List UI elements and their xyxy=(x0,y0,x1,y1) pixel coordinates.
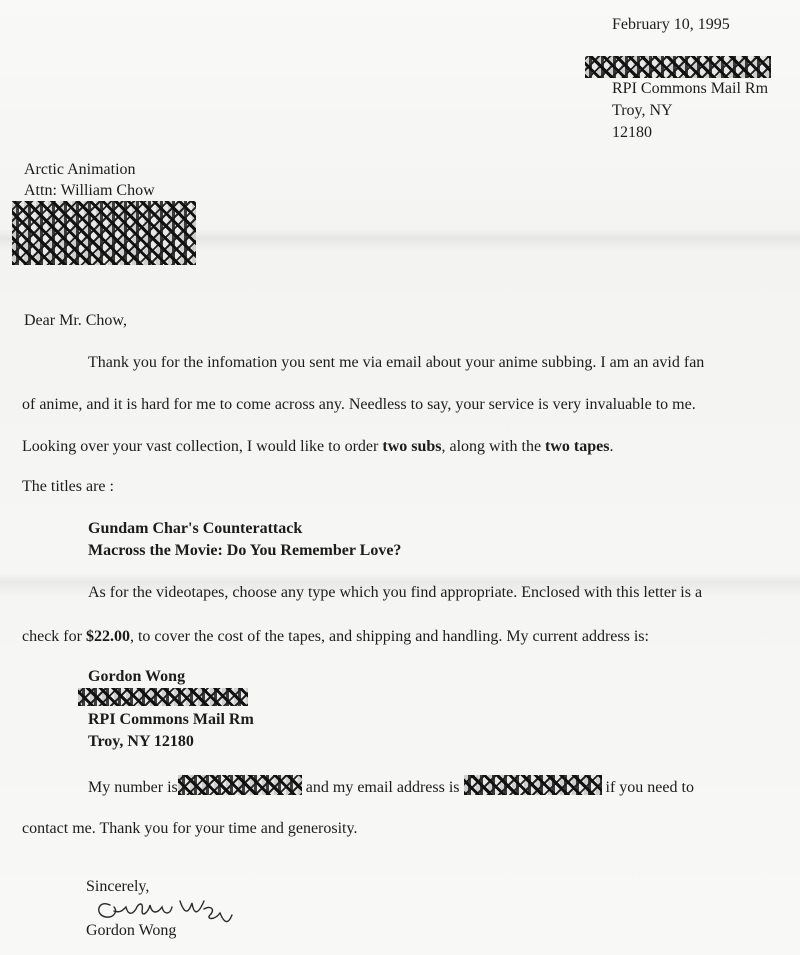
title-2: Macross the Movie: Do You Remember Love? xyxy=(88,542,402,559)
redacted-recipient-address xyxy=(12,201,196,265)
sender-address-line1: RPI Commons Mail Rm xyxy=(612,80,769,97)
address-name: Gordon Wong xyxy=(88,668,186,685)
redacted-address-line xyxy=(78,688,248,706)
letter-date: February 10, 1995 xyxy=(612,16,730,33)
paragraph1-line1: Thank you for the infomation you sent me via email about your anime subbing. I am an avid fan xyxy=(88,354,705,371)
recipient-company: Arctic Animation xyxy=(24,161,136,178)
salutation: Dear Mr. Chow, xyxy=(24,312,127,329)
redacted-email-address xyxy=(464,775,602,795)
bold-two-tapes: two tapes xyxy=(545,438,610,455)
bold-two-subs: two subs xyxy=(382,438,442,455)
sender-address-line2: Troy, NY xyxy=(612,102,673,119)
redacted-phone-number xyxy=(178,775,302,795)
sender-address-line3: 12180 xyxy=(612,124,652,141)
redacted-sender-name xyxy=(585,56,771,78)
address-line3: Troy, NY 12180 xyxy=(88,733,194,750)
closing: Sincerely, xyxy=(86,878,150,895)
title-1: Gundam Char's Counterattack xyxy=(88,520,303,537)
recipient-attn: Attn: William Chow xyxy=(24,182,155,199)
paragraph3-line2: contact me. Thank you for your time and generosity. xyxy=(22,820,358,837)
paragraph1-line2: of anime, and it is hard for me to come across any. Needless to say, your service is very invaluable to me. xyxy=(22,396,696,413)
address-line2: RPI Commons Mail Rm xyxy=(88,711,254,728)
paragraph2-line2: check for $22.00, to cover the cost of the tapes, and shipping and handling. My current address is: xyxy=(22,628,649,645)
paragraph2-line1: As for the videotapes, choose any type which you find appropriate. Enclosed with this letter is a xyxy=(88,584,703,601)
paragraph3-line1: My number is and my email address is if you need to xyxy=(88,775,694,798)
titles-intro: The titles are : xyxy=(22,478,114,495)
signature-name: Gordon Wong xyxy=(86,922,177,939)
check-amount: $22.00 xyxy=(85,628,130,645)
paragraph1-line3: Looking over your vast collection, I would like to order two subs, along with the two tapes. xyxy=(22,438,614,455)
